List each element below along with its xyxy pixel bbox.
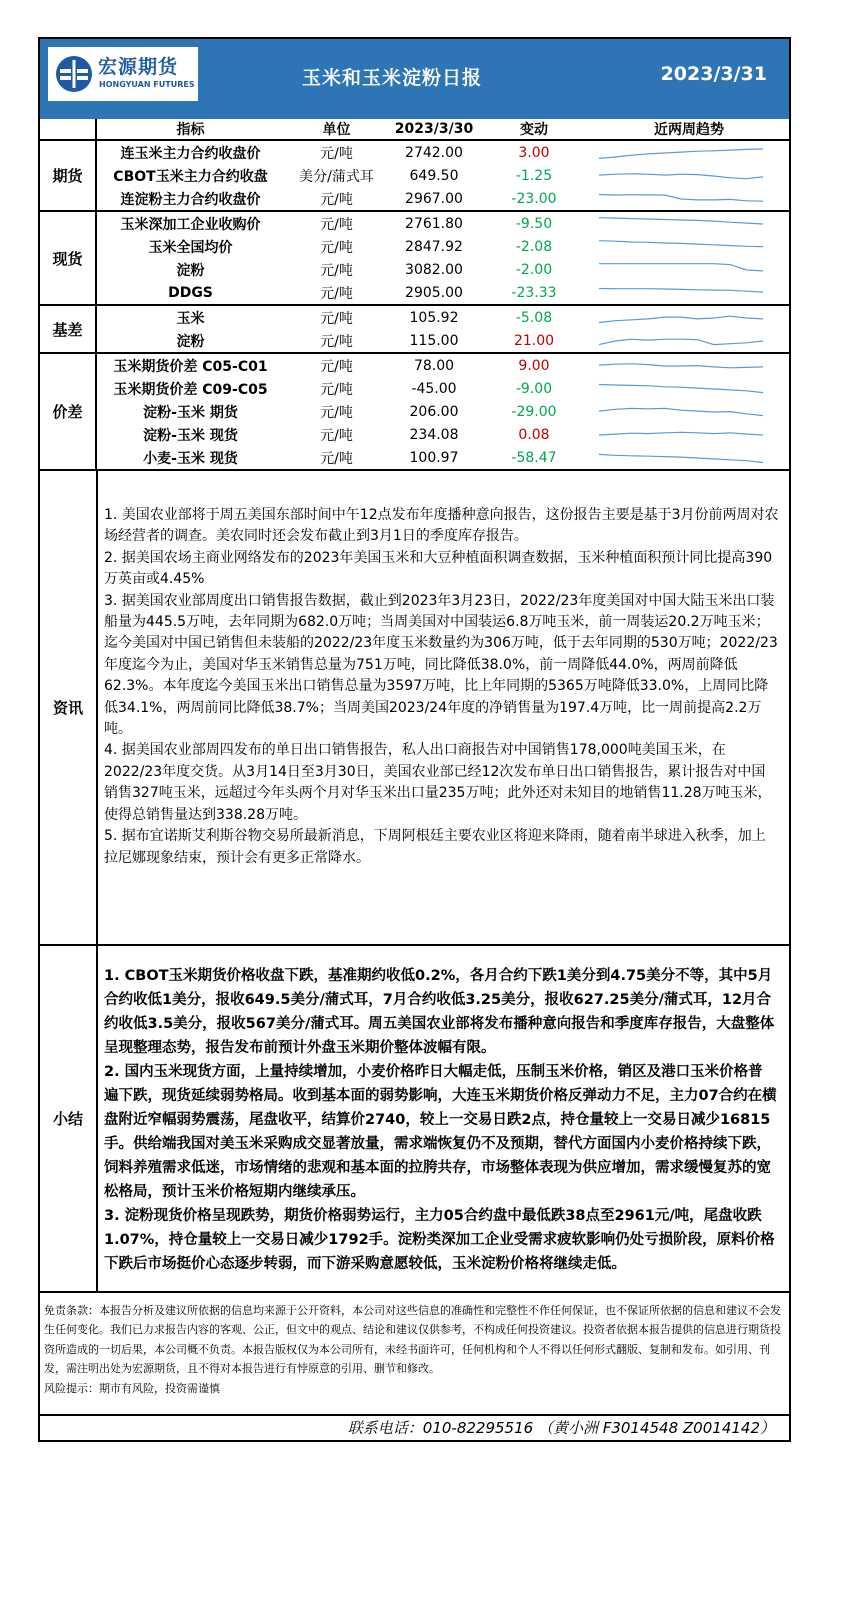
indicator-cell: 淀粉-玉米 现货 [143,427,238,444]
trend-line [599,263,763,270]
unit-cell: 元/吨 [320,358,353,375]
news-body [98,471,789,944]
column-header: 2023/3/30 [389,119,479,140]
table-row [40,187,789,211]
trend-cell [589,164,789,187]
trend-cell [589,423,789,446]
trend-line [599,432,763,435]
change-cell: 21.00 [479,329,589,353]
indicator-cell: 玉米深加工企业收购价 [120,216,261,233]
summary-label: 小结 [40,946,98,1291]
report [38,37,791,1442]
indicator-cell: 小麦-玉米 现货 [96,446,284,470]
table-row [40,164,789,187]
trend-cell [589,446,789,470]
trend-sparkline [589,188,769,210]
value-cell: 78.00 [413,357,455,374]
value-cell: 100.97 [389,446,479,470]
trend-sparkline [589,307,769,329]
value-cell: 3082.00 [405,261,463,278]
value-cell: 234.08 [409,426,459,443]
trend-sparkline [589,142,769,164]
category-cell: 基差 [40,305,96,353]
value-cell: 2847.92 [405,238,463,255]
table-row [40,140,789,164]
company-logo [48,47,198,101]
value-cell: 2967.00 [389,187,479,211]
trend-line [599,173,763,178]
table-row [40,329,789,353]
change-cell: -2.08 [515,238,553,255]
news-item: 5. 据布宜诺斯艾利斯谷物交易所最新消息，下周阿根廷主要农业区将迎来降雨，随着南半球进入秋季，加上拉尼娜现象结束，预计会有更多正常降水。 [104,828,766,866]
trend-line [599,288,763,292]
indicator-cell: 玉米全国均价 [148,239,233,256]
trend-sparkline [589,236,769,258]
trend-cell [589,211,789,235]
column-header: 变动 [479,119,589,140]
trend-sparkline [589,330,769,352]
unit-cell: 元/吨 [320,310,353,327]
trend-sparkline [589,401,769,423]
change-cell: -1.25 [515,167,553,184]
news-item: 3. 据美国农业部周度出口销售报告数据，截止到2023年3月23日，2022/23年度美国对中国大陆玉米出口装船量为445.5万吨，去年同期为682.0万吨；当周美国对中国装运6.8万吨玉米，前一周装运20.2万吨玉米；迄今美国对中国已销售但未装船的2022/23年度玉米数量约为306万吨，低于去年同期的530万吨；2022/23年度迄今为止，美国对华玉米销售总量为751万吨，同比降低38.0%，前一周降低44.0%，两周前降低62.3%。本年度迄今美国玉米出口销售总量为3597万吨，比上年同期的5365万吨降低33.0%，上周同比降低34.1%，两周前同比降低38.7%；当周美国2023/24年度的净销售量为197.4万吨，比一周前提高2.2万吨。 [104,592,778,738]
news-item: 1. 美国农业部将于周五美国东部时间中午12点发布年度播种意向报告，这份报告主要是基于3月份前两周对农场经营者的调查。美农同时还会发布截止到3月1日的季度库存报告。 [104,507,779,545]
trend-line [599,316,763,322]
trend-sparkline [589,259,769,281]
trend-cell [589,140,789,164]
indicator-cell: CBOT玉米主力合约收盘 [113,168,268,185]
category-cell: 现货 [40,211,96,305]
unit-cell: 元/吨 [320,381,353,398]
column-header: 近两周趋势 [589,119,789,140]
change-cell: 0.08 [518,426,550,443]
unit-cell: 美分/蒲式耳 [299,168,374,185]
change-cell: -5.08 [515,309,553,326]
news-label: 资讯 [40,471,98,944]
summary-section [40,946,789,1293]
trend-sparkline [589,282,769,304]
unit-cell: 元/吨 [284,329,389,353]
table-row [40,377,789,400]
trend-cell [589,258,789,281]
table-row [40,281,789,305]
change-cell: 9.00 [518,357,550,374]
unit-cell: 元/吨 [320,404,353,421]
value-cell: 2761.80 [405,215,463,232]
value-cell: 115.00 [389,329,479,353]
unit-cell: 元/吨 [284,446,389,470]
trend-cell [589,329,789,353]
value-cell: 105.92 [409,309,459,326]
table-row [40,305,789,329]
value-cell: 206.00 [409,403,459,420]
trend-sparkline [589,355,769,377]
indicator-cell: 淀粉-玉米 期货 [143,404,238,421]
disclaimer [40,1293,789,1414]
news-section [40,471,789,946]
unit-cell: 元/吨 [320,216,353,233]
trend-cell [589,377,789,400]
unit-cell: 元/吨 [284,187,389,211]
trend-cell [589,187,789,211]
summary-item: 2. 国内玉米现货方面，上量持续增加，小麦价格昨日大幅走低，压制玉米价格，销区及港口玉米价格普遍下跌，现货延续弱势格局。收到基本面的弱势影响，大连玉米期货价格反弹动力不足，主力07合约在横盘附近窄幅弱势震荡，尾盘收平，结算价2740，较上一交易日跌2点，持仓量较上一交易日减少16815手。供给端我国对美玉米采购成交显著放量，需求端恢复仍不及预期，替代方面国内小麦价格持续下跌，饲料养殖需求低迷，市场情绪的悲观和基本面的拉胯共存，市场整体表现为供应增加，需求缓慢复苏的宽松格局，预计玉米价格短期内继续承压。 [104,1064,777,1200]
change-cell: -23.00 [479,187,589,211]
category-cell: 价差 [40,353,96,470]
change-cell: -2.00 [515,261,553,278]
logo-english-name: HONGYUAN FUTURES [99,80,195,89]
indicator-cell: 连玉米主力合约收盘价 [120,145,261,162]
indicator-cell: 玉米期货价差 C09-C05 [113,381,268,398]
table-row [40,400,789,423]
logo-chinese-name: 宏源期货 [98,56,179,78]
change-cell: -9.00 [515,380,553,397]
unit-cell: 元/吨 [320,145,353,162]
table-body [40,140,789,470]
table-row [40,258,789,281]
trend-line [599,408,763,415]
indicator-cell: DDGS [96,281,284,305]
report-title: 玉米和玉米淀粉日报 [302,67,483,89]
trend-cell [589,400,789,423]
trend-sparkline [589,424,769,446]
unit-cell: 元/吨 [284,281,389,305]
table-row [40,423,789,446]
table-row [40,235,789,258]
trend-sparkline [589,165,769,187]
indicator-cell: 玉米期货价差 C05-C01 [113,358,268,375]
value-cell: -45.00 [411,380,457,397]
indicator-cell: 连淀粉主力合约收盘价 [96,187,284,211]
summary-item: 1. CBOT玉米期货价格收盘下跌，基准期约收低0.2%，各月合约下跌1美分到4.75美分不等，其中5月合约收低1美分，报收649.5美分/蒲式耳，7月合约收低3.25美分，报收627.25美分/蒲式耳，12月合约收低3.5美分，报收567美分/蒲式耳。周五美国农业部将发布播种意向报告和季度库存报告，大盘整体呈现整理态势，报告发布前预计外盘玉米期价整体波幅有限。 [104,968,775,1056]
change-cell: -58.47 [479,446,589,470]
summary-body [98,946,789,1291]
trend-cell [589,353,789,377]
indicator-cell: 玉米 [176,310,205,327]
news-item: 4. 据美国农业部周四发布的单日出口销售报告，私人出口商报告对中国销售178,000吨美国玉米，在2022/23年度交货。从3月14日至3月30日，美国农业部已经12次发布单日出口销售报告，累计报告对中国销售327吨玉米，远超过今年头两个月对华玉米出口量235万吨；此外还对未知目的地销售11.28万吨玉米，使得总销售量达到338.28万吨。 [104,742,772,823]
trend-cell [589,235,789,258]
summary-item: 3. 淀粉现货价格呈现跌势，期货价格弱势运行，主力05合约盘中最低跌38点至2961元/吨，尾盘收跌1.07%，持仓量较上一交易日减少1792手。淀粉类深加工企业受需求疲软影响仍处亏损阶段，原料价格下跌后市场挺价心态逐步转弱，而下游采购意愿较低，玉米淀粉价格将继续走低。 [104,1208,775,1272]
trend-line [599,194,763,201]
indicator-cell: 淀粉 [176,262,205,279]
trend-sparkline [589,213,769,235]
change-cell: 3.00 [518,144,550,161]
trend-line [599,384,763,392]
trend-sparkline [589,447,769,469]
category-header [40,119,96,140]
column-header: 单位 [284,119,389,140]
news-item: 2. 据美国农场主商业网络发布的2023年美国玉米和大豆种植面积调查数据，玉米种植面积预计同比提高390万英亩或4.45% [104,549,773,588]
trend-line [599,149,763,158]
change-cell: -29.00 [511,403,557,420]
indicator-table [40,119,789,471]
contact-line: 联系电话：010-82295516 （黄小洲 F3014548 Z0014142） [40,1414,789,1440]
report-date: 2023/3/31 [660,63,767,85]
trend-line [599,217,763,223]
table-header-row [40,119,789,140]
change-cell: -23.33 [479,281,589,305]
value-cell: 649.50 [409,167,459,184]
report-header [40,39,789,119]
disclaimer-text: 免责条款：本报告分析及建议所依据的信息均来源于公开资料，本公司对这些信息的准确性和完整性不作任何保证，也不保证所依据的信息和建议不会发生任何变化。我们已力求报告内容的客观、公正，但文中的观点、结论和建议仅供参考，不构成任何投资建议。投资者依据本报告提供的信息进行期货投资所造成的一切后果，本公司概不负责。本报告版权仅为本公司所有，未经书面许可，任何机构和个人不得以任何形式翻版、复制和发布。如引用、刊发，需注明出处为宏源期货，且不得对本报告进行有悖原意的引用、删节和修改。 [44,1304,781,1376]
unit-cell: 元/吨 [320,239,353,256]
hongyuan-logo-icon [54,54,94,94]
value-cell: 2742.00 [405,144,463,161]
trend-line [599,363,763,367]
risk-warning: 风险提示：期市有风险，投资需谨慎 [44,1381,220,1395]
trend-cell [589,305,789,329]
trend-line [599,454,763,462]
trend-sparkline [589,378,769,400]
category-cell: 期货 [40,140,96,211]
column-header: 指标 [96,119,284,140]
trend-line [599,240,763,246]
change-cell: -9.50 [515,215,553,232]
unit-cell: 元/吨 [320,427,353,444]
indicator-cell: 淀粉 [96,329,284,353]
table-row [40,353,789,377]
table-row [40,211,789,235]
table-row [40,446,789,470]
trend-line [599,339,763,344]
trend-cell [589,281,789,305]
unit-cell: 元/吨 [320,262,353,279]
value-cell: 2905.00 [389,281,479,305]
